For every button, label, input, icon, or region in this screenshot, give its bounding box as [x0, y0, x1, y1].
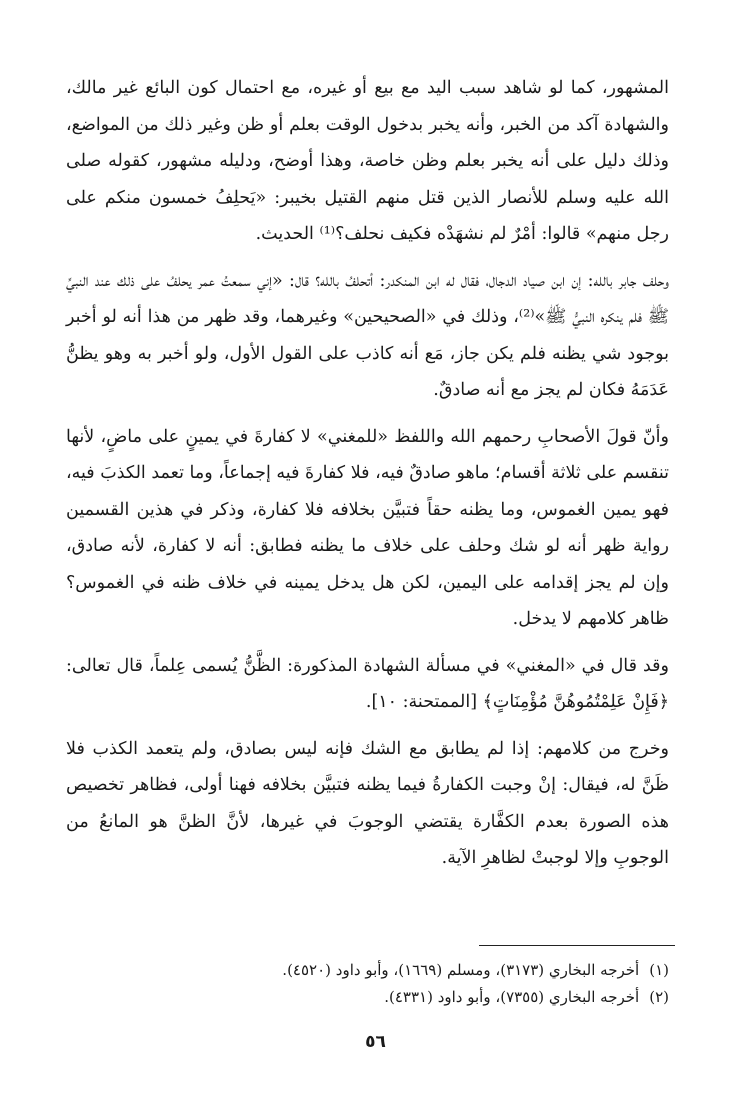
paragraph-1: المشهور، كما لو شاهد سبب اليد مع بيع أو غيره، مع احتمال كون البائع غير مالك، والشهادة آكد من الخبر، وأنه يخبر بدخول الوقت بعلم أو ظن وغير ذلك من المواضع، وذلك دليل على أنه يخبر بعلم وظن خاصة، وهذا أوضح، ودليله مشهور، كقوله صلى الله عليه وسلم للأنصار الذين قتل منهم القتيل بخيبر: «يَحلِفُ خمسون منكم على رجل منهم» قالوا: أمْرٌ لم نشهَدْه فكيف نحلف؟⁽¹⁾ الحديث. — [66, 78, 669, 244]
paragraph-5: وخرج من كلامهم: إذا لم يطابق مع الشك فإنه ليس بصادق، ولم يتعمد الكذب فلا ظَنَّ له، فيقال: إنْ وجبت الكفارةُ فيما يظنه فتبيَّن بخلافه فهنا أولى، فظاهر تخصيص هذه الصورة بعدم الكفَّارة يقتضي الوجوبَ في غيرها، لأنَّ الظنَّ هو المانعُ من الوجوبِ وإلا لوجبتْ لظاهرِ الآية. — [66, 738, 669, 868]
footnotes — [66, 957, 669, 1011]
footnote-divider — [479, 945, 675, 946]
paragraph-4: وقد قال في «المغني» في مسألة الشهادة المذكورة: الظَّنُّ يُسمى عِلماً، قال تعالى: ﴿فَإِنْ عَلِمْتُمُوهُنَّ مُؤْمِنَاتٍ﴾ [الممتحنة: ١٠]. — [66, 655, 669, 712]
footnote-number: (٢) — [649, 988, 669, 1006]
footnote-text: أخرجه البخاري (٣١٧٣)، ومسلم (١٦٦٩)، وأبو داود (٤٥٢٠). — [282, 961, 640, 979]
paragraph-3: وأنّ قولَ الأصحابِ رحمهم الله واللفظ «للمغني» لا كفارةَ في يمينٍ على ماضٍ، لأنها تنقسم على ثلاثة أقسام؛ ماهو صادقٌ فيه، فلا كفارةَ فيه إجماعاً، وما تعمد الكذبَ فيه، فهو يمين الغموس، وما يظنه حقاً فتبيَّن بخلافه فلا كفارة، وذكر في هذين القسمين رواية ظهر أنه لو شك وحلف على خلاف ما يظنه فطابق: أنه لا كفارة، لأنه صادق، وإن لم يجز إقدامه على اليمين، لكن هل يدخل يمينه في خلاف ظنه في الغموس؟ ظاهر كلامهم لا يدخل. — [66, 426, 669, 629]
footnote-text: أخرجه البخاري (٧٣٥٥)، وأبو داود (٤٣٣١). — [384, 988, 640, 1006]
main-text — [66, 70, 669, 887]
footnote-item — [66, 957, 669, 984]
paragraph-2: وحلف جابر بالله: إن ابن صياد الدجال، فقال له ابن المنكدر: أتحلفُ بالله؟ قال: «إني سمعتُ عمر يحلفُ على ذلك عند النبيِّ ﷺ فلم ينكره النبيُّ ﷺ»⁽²⁾، وذلك في «الصحيحين» وغيرهما، وقد ظهر من هذا أنه لو أخبر بوجود شي يظنه فلم يكن جاز، مَع أنه كاذب على القول الأول، ولو أخبر به وهو يظنُّ عَدَمَهُ فكان لم يجز مع أنه صادقٌ. — [66, 270, 670, 400]
footnote-item — [66, 984, 669, 1011]
page-number: ٥٦ — [365, 1032, 386, 1052]
footnote-number: (١) — [649, 961, 669, 979]
